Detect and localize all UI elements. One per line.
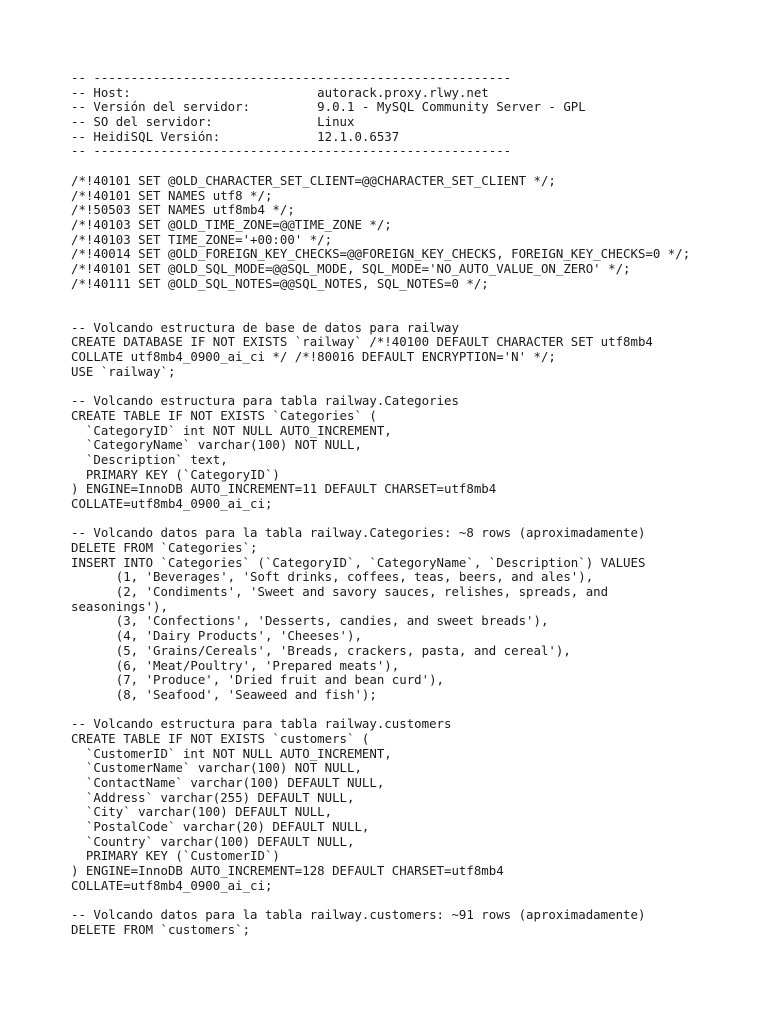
code-line: -- Volcando estructura para tabla railway.customers — [71, 716, 452, 732]
code-line: -- HeidiSQL Versión: 12.1.0.6537 — [71, 128, 400, 144]
code-line: -- Volcando datos para la tabla railway.customers: ~91 rows (aproximadamente) — [71, 907, 646, 923]
code-line: -- Versión del servidor: 9.0.1 - MySQL Community Server - GPL — [71, 99, 586, 115]
code-line: /*!40103 SET TIME_ZONE='+00:00' */; — [71, 231, 333, 247]
code-line: ) ENGINE=InnoDB AUTO_INCREMENT=11 DEFAULT CHARSET=utf8mb4 — [71, 481, 497, 497]
code-line: `ContactName` varchar(100) DEFAULT NULL, — [71, 775, 385, 790]
code-line: `CustomerID` int NOT NULL AUTO_INCREMENT, — [71, 745, 392, 761]
code-line: PRIMARY KEY (`CategoryID`) — [71, 466, 280, 482]
code-line: /*!40101 SET @OLD_CHARACTER_SET_CLIENT=@@CHARACTER_SET_CLIENT */; — [71, 172, 556, 188]
code-line: ) ENGINE=InnoDB AUTO_INCREMENT=128 DEFAULT CHARSET=utf8mb4 — [71, 863, 504, 879]
code-line: -- Volcando datos para la tabla railway.Categories: ~8 rows (aproximadamente) — [71, 525, 646, 541]
code-line — [71, 379, 761, 394]
code-line: CREATE TABLE IF NOT EXISTS `customers` ( — [71, 730, 370, 746]
code-line: `CategoryID` int NOT NULL AUTO_INCREMENT, — [71, 422, 392, 438]
code-line: PRIMARY KEY (`CustomerID`) — [71, 848, 280, 864]
code-line — [71, 291, 761, 306]
code-line: COLLATE=utf8mb4_0900_ai_ci; — [71, 877, 273, 893]
code-line — [71, 894, 761, 909]
code-line: (4, 'Dairy Products', 'Cheeses'), — [71, 628, 362, 644]
code-line: (6, 'Meat/Poultry', 'Prepared meats'), — [71, 657, 400, 673]
code-line: /*!40101 SET @OLD_SQL_MODE=@@SQL_MODE, SQL_MODE='NO_AUTO_VALUE_ON_ZERO' */; — [71, 260, 631, 276]
sql-dump-text — [71, 71, 761, 938]
code-line: (8, 'Seafood', 'Seaweed and fish'); — [71, 686, 377, 702]
code-line: (5, 'Grains/Cereals', 'Breads, crackers, pasta, and cereal'), — [71, 642, 571, 658]
code-line: `Description` text, — [71, 451, 228, 467]
code-line — [71, 306, 761, 321]
code-line: -- Host: autorack.proxy.rlwy.net — [71, 84, 489, 100]
code-line — [71, 512, 761, 527]
code-line: -- -------------------------------------------------------- — [71, 143, 512, 159]
code-line: /*!40103 SET @OLD_TIME_ZONE=@@TIME_ZONE */; — [71, 216, 392, 232]
code-line: /*!50503 SET NAMES utf8mb4 */; — [71, 202, 295, 218]
code-line: `City` varchar(100) DEFAULT NULL, — [71, 804, 333, 820]
code-line: /*!40111 SET @OLD_SQL_NOTES=@@SQL_NOTES, SQL_NOTES=0 */; — [71, 275, 489, 291]
code-line: `Address` varchar(255) DEFAULT NULL, — [71, 789, 355, 805]
code-line: DELETE FROM `Categories`; — [71, 540, 258, 555]
code-line: -- -------------------------------------------------------- — [71, 70, 512, 85]
code-line: CREATE DATABASE IF NOT EXISTS `railway` /*!40100 DEFAULT CHARACTER SET utf8mb4 — [71, 334, 653, 350]
code-line: -- SO del servidor: Linux — [71, 114, 355, 130]
code-line: DELETE FROM `customers`; — [71, 921, 251, 937]
code-line: -- Volcando estructura para tabla railway.Categories — [71, 393, 459, 409]
code-line — [71, 703, 761, 718]
code-line: `CustomerName` varchar(100) NOT NULL, — [71, 760, 362, 776]
code-line: `PostalCode` varchar(20) DEFAULT NULL, — [71, 819, 370, 835]
code-line: (3, 'Confections', 'Desserts, candies, and sweet breads'), — [71, 613, 549, 629]
code-line: /*!40014 SET @OLD_FOREIGN_KEY_CHECKS=@@FOREIGN_KEY_CHECKS, FOREIGN_KEY_CHECKS=0 */; — [71, 246, 691, 262]
code-line: INSERT INTO `Categories` (`CategoryID`, `CategoryName`, `Description`) VALUES — [71, 554, 646, 570]
code-line: (1, 'Beverages', 'Soft drinks, coffees, teas, beers, and ales'), — [71, 569, 594, 585]
code-line — [71, 159, 761, 174]
code-line: COLLATE utf8mb4_0900_ai_ci */ /*!80016 DEFAULT ENCRYPTION='N' */; — [71, 349, 556, 365]
code-line: CREATE TABLE IF NOT EXISTS `Categories` ( — [71, 407, 377, 423]
code-line: seasonings'), — [71, 598, 168, 614]
code-line: COLLATE=utf8mb4_0900_ai_ci; — [71, 495, 273, 511]
code-line: -- Volcando estructura de base de datos para railway — [71, 319, 459, 335]
code-line: USE `railway`; — [71, 363, 176, 379]
code-line: (7, 'Produce', 'Dried fruit and bean curd'), — [71, 672, 444, 688]
code-line: (2, 'Condiments', 'Sweet and savory sauces, relishes, spreads, and — [71, 584, 609, 600]
code-line: `CategoryName` varchar(100) NOT NULL, — [71, 437, 362, 453]
code-line: /*!40101 SET NAMES utf8 */; — [71, 187, 273, 203]
code-line: `Country` varchar(100) DEFAULT NULL, — [71, 833, 355, 849]
